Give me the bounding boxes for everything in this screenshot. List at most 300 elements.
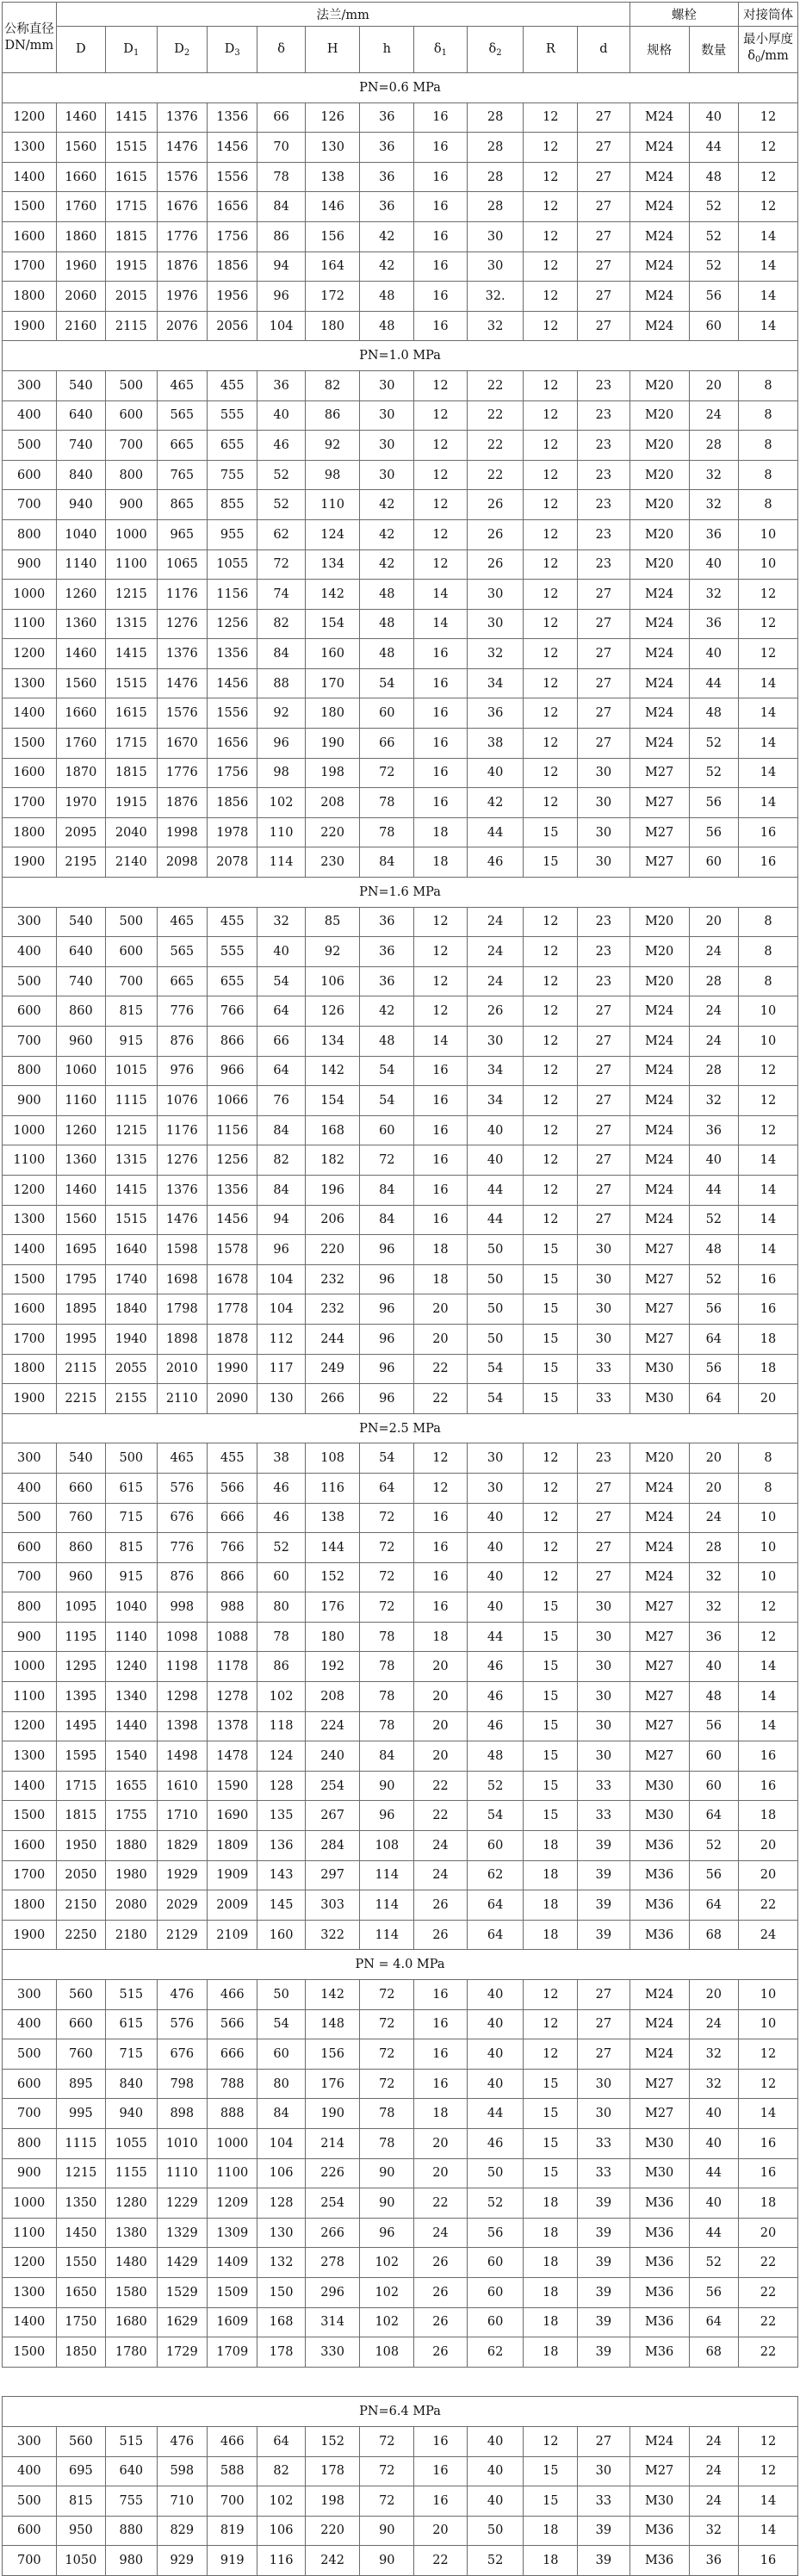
table-cell: 1429	[157, 2248, 207, 2278]
table-cell: M24	[629, 580, 689, 610]
table-cell: 1460	[56, 1175, 105, 1205]
table-cell: 24	[739, 1920, 798, 1950]
pressure-section-row	[3, 1413, 798, 1443]
table-cell: 15	[524, 1354, 578, 1384]
table-cell: 64	[689, 1890, 738, 1921]
table-cell: 1155	[106, 2158, 158, 2188]
table-cell: 1576	[157, 698, 207, 729]
table-cell: 39	[578, 2516, 630, 2546]
table-cell: 86	[257, 1652, 305, 1682]
table-cell: 28	[689, 431, 738, 461]
table-cell: 60	[467, 1831, 524, 1861]
table-cell: M27	[629, 1235, 689, 1265]
table-cell: 980	[106, 2546, 158, 2576]
table-cell: 30	[467, 1443, 524, 1474]
table-cell: 1200	[3, 102, 57, 133]
table-cell: 72	[257, 549, 305, 580]
table-cell: 39	[578, 2218, 630, 2248]
table-cell: 1970	[56, 788, 105, 818]
table-cell: 266	[305, 1384, 360, 1414]
table-cell: 465	[157, 370, 207, 400]
table-cell: 960	[56, 1027, 105, 1057]
table-cell: 919	[208, 2546, 257, 2576]
table-row	[3, 2009, 798, 2039]
table-cell: 1940	[106, 1324, 158, 1354]
table-cell: 12	[524, 519, 578, 549]
table-cell: 23	[578, 460, 630, 490]
table-cell: 14	[739, 2099, 798, 2129]
table-cell: 30	[578, 1592, 630, 1623]
table-cell: 39	[578, 1860, 630, 1890]
table-cell: 102	[257, 2486, 305, 2517]
table-row	[3, 2069, 798, 2099]
table-cell: 1755	[106, 1801, 158, 1831]
table-cell: 600	[3, 460, 57, 490]
table-cell: 15	[524, 1801, 578, 1831]
table-cell: 20	[689, 370, 738, 400]
table-cell: M20	[629, 907, 689, 937]
table-cell: 660	[56, 1473, 105, 1503]
table-cell: 16	[414, 1562, 468, 1592]
table-cell: 96	[360, 1235, 414, 1265]
table-cell: 1278	[208, 1682, 257, 1712]
table-cell: 22	[467, 431, 524, 461]
table-cell: M27	[629, 1652, 689, 1682]
table-cell: 800	[3, 2128, 57, 2158]
table-cell: 576	[157, 2009, 207, 2039]
table-cell: 33	[578, 2158, 630, 2188]
table-cell: 1300	[3, 133, 57, 163]
table-cell: M24	[629, 251, 689, 282]
table-row	[3, 1920, 798, 1950]
table-cell: 1440	[106, 1711, 158, 1741]
table-row	[3, 2277, 798, 2307]
table-cell: 798	[157, 2069, 207, 2099]
table-row	[3, 1622, 798, 1652]
table-cell: 1610	[157, 1771, 207, 1801]
table-cell: 15	[524, 2128, 578, 2158]
table-cell: 50	[467, 1264, 524, 1294]
table-cell: 16	[414, 1980, 468, 2010]
table-cell: 1950	[56, 1831, 105, 1861]
table-cell: 16	[739, 847, 798, 878]
table-cell: 12	[524, 192, 578, 222]
table-cell: 1415	[106, 102, 158, 133]
table-cell: 819	[208, 2516, 257, 2546]
table-cell: M24	[629, 639, 689, 669]
table-cell: 988	[208, 1592, 257, 1623]
table-cell: 300	[3, 1980, 57, 2010]
table-cell: 12	[524, 311, 578, 341]
table-cell: 20	[739, 1384, 798, 1414]
table-row	[3, 788, 798, 818]
table-cell: 20	[414, 1294, 468, 1325]
table-cell: 12	[739, 1056, 798, 1086]
table-cell: 1980	[106, 1860, 158, 1890]
table-cell: 56	[689, 1860, 738, 1890]
table-cell: 515	[106, 2426, 158, 2456]
table-cell: 28	[689, 966, 738, 996]
table-cell: 2078	[208, 847, 257, 878]
table-cell: M24	[629, 1086, 689, 1116]
table-cell: 1200	[3, 1175, 57, 1205]
table-cell: 60	[257, 1562, 305, 1592]
table-cell: 12	[524, 1056, 578, 1086]
table-cell: 27	[578, 221, 630, 251]
table-cell: 1956	[208, 282, 257, 312]
table-cell: 1160	[56, 1086, 105, 1116]
table-cell: 39	[578, 2277, 630, 2307]
table-cell: 998	[157, 1592, 207, 1623]
table-cell: 16	[414, 2069, 468, 2099]
table-cell: 52	[689, 2248, 738, 2278]
table-cell: 12	[414, 937, 468, 967]
table-cell: 48	[360, 282, 414, 312]
table-cell: 18	[414, 1235, 468, 1265]
table-cell: 1898	[157, 1324, 207, 1354]
col-header-bolt-qty: 数量	[689, 27, 738, 73]
table-cell: 12	[524, 1980, 578, 2010]
table-cell: 124	[305, 519, 360, 549]
table-cell: 164	[305, 251, 360, 282]
table-cell: 18	[524, 2188, 578, 2219]
table-cell: M24	[629, 133, 689, 163]
table-cell: 8	[739, 400, 798, 431]
table-cell: 27	[578, 996, 630, 1027]
table-cell: 52	[689, 729, 738, 759]
table-cell: 12	[524, 133, 578, 163]
table-cell: 2155	[106, 1384, 158, 1414]
table-cell: 15	[524, 1384, 578, 1414]
table-cell: 36	[689, 2546, 738, 2576]
table-cell: 26	[414, 2307, 468, 2337]
table-cell: M20	[629, 460, 689, 490]
table-cell: 36	[467, 698, 524, 729]
table-cell: 96	[257, 729, 305, 759]
table-cell: 44	[467, 2099, 524, 2129]
table-cell: 72	[360, 2486, 414, 2517]
table-cell: 1990	[208, 1354, 257, 1384]
table-cell: 540	[56, 1443, 105, 1474]
table-cell: 40	[467, 1503, 524, 1533]
table-cell: 500	[3, 2039, 57, 2070]
table-cell: 12	[414, 966, 468, 996]
table-cell: 2110	[157, 1384, 207, 1414]
table-cell: 12	[739, 2456, 798, 2486]
table-cell: 232	[305, 1264, 360, 1294]
table-cell: M27	[629, 1294, 689, 1325]
table-cell: 106	[305, 966, 360, 996]
table-cell: 50	[467, 1235, 524, 1265]
table-cell: 142	[305, 1056, 360, 1086]
table-cell: 12	[524, 580, 578, 610]
table-cell: 18	[524, 2516, 578, 2546]
table-cell: 665	[157, 966, 207, 996]
section-gap	[3, 2367, 798, 2397]
table-cell: 39	[578, 1831, 630, 1861]
table-cell: 90	[360, 2188, 414, 2219]
table-row	[3, 580, 798, 610]
table-cell: 2050	[56, 1860, 105, 1890]
table-cell: 12	[414, 1443, 468, 1474]
table-cell: 895	[56, 2069, 105, 2099]
table-cell: 96	[360, 2218, 414, 2248]
table-cell: 12	[739, 1622, 798, 1652]
table-cell: 12	[524, 1473, 578, 1503]
table-cell: 104	[257, 1264, 305, 1294]
table-cell: 1300	[3, 2277, 57, 2307]
table-cell: 2195	[56, 847, 105, 878]
table-cell: M24	[629, 1533, 689, 1563]
table-body	[3, 73, 798, 2576]
table-cell: 64	[689, 2307, 738, 2337]
table-row	[3, 162, 798, 192]
table-cell: 1256	[208, 609, 257, 639]
table-cell: 1329	[157, 2218, 207, 2248]
table-cell: 60	[689, 1771, 738, 1801]
table-cell: 840	[56, 460, 105, 490]
table-cell: 52	[689, 221, 738, 251]
table-cell: 30	[467, 1027, 524, 1057]
table-cell: 815	[106, 1533, 158, 1563]
table-row	[3, 102, 798, 133]
table-cell: 30	[578, 1622, 630, 1652]
table-cell: 284	[305, 1831, 360, 1861]
table-cell: M24	[629, 698, 689, 729]
table-cell: 755	[208, 460, 257, 490]
table-cell: 16	[739, 2158, 798, 2188]
table-cell: 16	[414, 2456, 468, 2486]
table-row	[3, 1652, 798, 1682]
table-cell: 600	[106, 937, 158, 967]
table-cell: 84	[257, 2099, 305, 2129]
table-cell: 168	[305, 1115, 360, 1145]
table-cell: 1300	[3, 668, 57, 698]
table-cell: 32	[467, 639, 524, 669]
table-cell: 84	[360, 847, 414, 878]
table-cell: 710	[157, 2486, 207, 2517]
table-cell: 1540	[106, 1741, 158, 1772]
table-row	[3, 192, 798, 222]
table-cell: 2129	[157, 1920, 207, 1950]
table-cell: 22	[467, 460, 524, 490]
table-cell: 1100	[208, 2158, 257, 2188]
table-cell: 52	[467, 1771, 524, 1801]
table-cell: 84	[360, 1175, 414, 1205]
table-cell: 12	[739, 580, 798, 610]
table-cell: 33	[578, 1771, 630, 1801]
table-cell: 860	[56, 996, 105, 1027]
table-cell: 14	[739, 1205, 798, 1235]
table-row	[3, 1027, 798, 1057]
table-cell: 18	[739, 1354, 798, 1384]
table-cell: 2090	[208, 1384, 257, 1414]
table-cell: 30	[360, 431, 414, 461]
table-cell: 23	[578, 966, 630, 996]
table-cell: 2076	[157, 311, 207, 341]
table-cell: M24	[629, 2039, 689, 2070]
table-cell: 12	[524, 2426, 578, 2456]
table-cell: 12	[524, 2009, 578, 2039]
table-cell: 50	[467, 2158, 524, 2188]
table-cell: 740	[56, 966, 105, 996]
table-cell: 700	[208, 2486, 257, 2517]
table-cell: 18	[524, 1831, 578, 1861]
table-cell: 27	[578, 133, 630, 163]
table-cell: 54	[257, 966, 305, 996]
table-cell: 500	[106, 370, 158, 400]
table-cell: 676	[157, 2039, 207, 2070]
table-cell: 1878	[208, 1324, 257, 1354]
table-cell: 1550	[56, 2248, 105, 2278]
table-cell: 226	[305, 2158, 360, 2188]
table-cell: 254	[305, 2188, 360, 2219]
table-cell: 1100	[106, 549, 158, 580]
table-cell: 1040	[56, 519, 105, 549]
table-cell: 32	[257, 907, 305, 937]
table-cell: 1680	[106, 2307, 158, 2337]
table-cell: 1456	[208, 1205, 257, 1235]
table-cell: 27	[578, 1503, 630, 1533]
table-row	[3, 549, 798, 580]
table-cell: 1055	[208, 549, 257, 580]
table-cell: 40	[257, 937, 305, 967]
table-row	[3, 2456, 798, 2486]
table-cell: 666	[208, 2039, 257, 2070]
table-cell: 12	[739, 639, 798, 669]
table-cell: 172	[305, 282, 360, 312]
table-cell: 23	[578, 431, 630, 461]
table-cell: 60	[360, 1115, 414, 1145]
table-cell: 560	[56, 2426, 105, 2456]
table-row	[3, 400, 798, 431]
table-cell: 106	[257, 2158, 305, 2188]
table-cell: 16	[414, 758, 468, 788]
table-cell: 2040	[106, 817, 158, 847]
table-cell: 114	[257, 847, 305, 878]
table-cell: 72	[360, 1592, 414, 1623]
table-cell: 2160	[56, 311, 105, 341]
table-cell: 676	[157, 1503, 207, 1533]
table-cell: 56	[689, 1354, 738, 1384]
table-cell: 40	[689, 1145, 738, 1176]
table-cell: 600	[3, 2069, 57, 2099]
table-cell: 40	[689, 102, 738, 133]
table-cell: M24	[629, 609, 689, 639]
table-cell: 322	[305, 1920, 360, 1950]
table-cell: 198	[305, 758, 360, 788]
table-cell: 1215	[106, 1115, 158, 1145]
table-cell: 142	[305, 580, 360, 610]
table-cell: 16	[739, 817, 798, 847]
table-cell: 740	[56, 431, 105, 461]
table-cell: 500	[3, 966, 57, 996]
table-cell: 72	[360, 758, 414, 788]
table-cell: 500	[3, 1503, 57, 1533]
table-cell: 1795	[56, 1264, 105, 1294]
table-cell: 56	[689, 1711, 738, 1741]
table-cell: 30	[467, 609, 524, 639]
table-cell: 46	[257, 1473, 305, 1503]
table-cell: 12	[524, 1443, 578, 1474]
table-cell: 700	[3, 1562, 57, 1592]
table-cell: 12	[524, 1205, 578, 1235]
table-cell: 1556	[208, 698, 257, 729]
table-cell: 1670	[157, 729, 207, 759]
table-cell: 32	[689, 1086, 738, 1116]
table-cell: 1040	[106, 1592, 158, 1623]
table-cell: 2115	[56, 1354, 105, 1384]
table-cell: 16	[414, 221, 468, 251]
table-cell: 78	[360, 1711, 414, 1741]
table-cell: 22	[739, 2277, 798, 2307]
table-cell: M36	[629, 2546, 689, 2576]
table-cell: M24	[629, 2009, 689, 2039]
table-cell: 1378	[208, 1711, 257, 1741]
table-cell: 15	[524, 1652, 578, 1682]
table-cell: 23	[578, 370, 630, 400]
table-header	[3, 3, 798, 73]
table-cell: 16	[414, 639, 468, 669]
table-cell: 1856	[208, 788, 257, 818]
table-cell: 56	[689, 817, 738, 847]
table-cell: M27	[629, 2099, 689, 2129]
table-cell: 1398	[157, 1711, 207, 1741]
table-cell: 976	[157, 1056, 207, 1086]
table-cell: 1876	[157, 788, 207, 818]
table-cell: 42	[360, 251, 414, 282]
table-cell: 700	[3, 490, 57, 520]
table-row	[3, 2128, 798, 2158]
table-cell: 16	[414, 788, 468, 818]
table-cell: 15	[524, 1741, 578, 1772]
table-row	[3, 729, 798, 759]
header-row-groups	[3, 3, 798, 27]
table-cell: 16	[414, 1503, 468, 1533]
table-cell: 20	[739, 1831, 798, 1861]
table-cell: 56	[689, 282, 738, 312]
table-cell: 1200	[3, 2248, 57, 2278]
col-header-bolt-spec: 规格	[629, 27, 689, 73]
table-cell: 54	[360, 1443, 414, 1474]
table-cell: 12	[739, 133, 798, 163]
table-cell: 14	[739, 1175, 798, 1205]
table-cell: 24	[689, 2486, 738, 2517]
table-cell: 27	[578, 162, 630, 192]
table-cell: 965	[157, 519, 207, 549]
pressure-section-row	[3, 2397, 798, 2427]
table-cell: 116	[305, 1473, 360, 1503]
table-cell: 72	[360, 1533, 414, 1563]
table-cell: 776	[157, 996, 207, 1027]
table-cell: 30	[467, 221, 524, 251]
table-row	[3, 937, 798, 967]
table-cell: 2109	[208, 1920, 257, 1950]
table-cell: 12	[414, 996, 468, 1027]
pressure-section-row	[3, 341, 798, 371]
table-cell: 1700	[3, 788, 57, 818]
table-cell: 300	[3, 907, 57, 937]
table-cell: 12	[414, 490, 468, 520]
table-row	[3, 519, 798, 549]
table-cell: 146	[305, 192, 360, 222]
table-cell: 898	[157, 2099, 207, 2129]
table-cell: 70	[257, 133, 305, 163]
table-cell: 28	[689, 1056, 738, 1086]
table-cell: 267	[305, 1801, 360, 1831]
table-cell: 1840	[106, 1294, 158, 1325]
table-cell: 64	[689, 1324, 738, 1354]
